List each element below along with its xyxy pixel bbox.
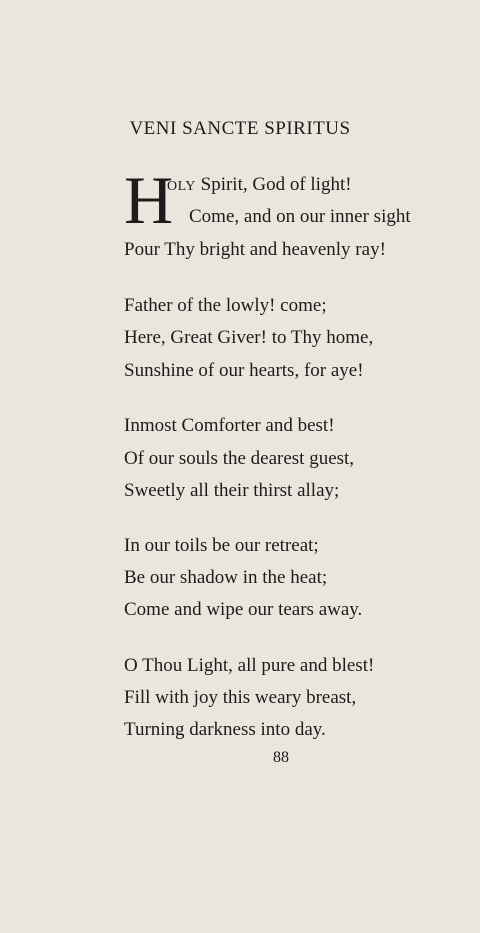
page-number: 88	[273, 749, 289, 766]
poem-line: Inmost Comforter and best!	[124, 415, 335, 436]
poem-line: Fill with joy this weary breast,	[124, 687, 357, 708]
poem-line: Be our shadow in the heat;	[124, 567, 328, 588]
poem-line-text: Spirit, God of light!	[200, 174, 352, 195]
poem-line: In our toils be our retreat;	[124, 535, 319, 556]
poem-line	[167, 174, 352, 196]
poem-line: Turning darkness into day.	[124, 719, 326, 740]
poem-line: Sweetly all their thirst allay;	[124, 480, 340, 501]
poem-line: Come, and on our inner sight	[189, 206, 411, 227]
poem-line: Of our souls the dearest guest,	[124, 448, 355, 469]
poem-title: VENI SANCTE SPIRITUS	[129, 118, 351, 139]
poem-line: Come and wipe our tears away.	[124, 599, 363, 620]
poem-line: Sunshine of our hearts, for aye!	[124, 360, 364, 381]
first-word-small-caps: OLY	[167, 179, 196, 194]
poem-line: Pour Thy bright and heavenly ray!	[124, 239, 386, 260]
drop-cap: H	[124, 171, 174, 229]
poem-line: Father of the lowly! come;	[124, 295, 327, 316]
poem-line: O Thou Light, all pure and blest!	[124, 655, 375, 676]
poem-line: Here, Great Giver! to Thy home,	[124, 327, 374, 348]
